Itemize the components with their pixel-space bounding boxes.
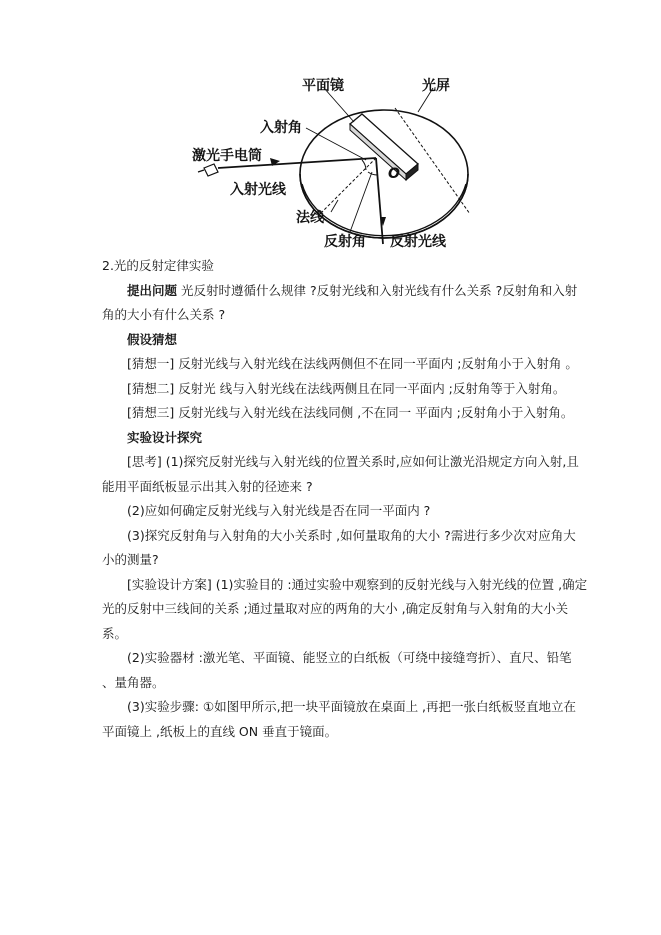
laser-pointer (198, 164, 218, 176)
label-incident-angle: 入射角 (260, 120, 302, 136)
label-normal: 法线 (296, 210, 324, 226)
think-1: [思考] (1)探究反射光线与入射光线的位置关系时,应如何让激光沿规定方向入射,且能用平面纸板显示出其入射的径迹来 ? (102, 454, 579, 494)
reflection-diagram (190, 74, 480, 254)
question-label: 提出问题 (127, 282, 178, 298)
question-paragraph (102, 279, 588, 328)
think-2: (2)应如何确定反射光线与入射光线是否在同一平面内 ? (127, 503, 431, 518)
label-reflected-ray: 反射光线 (390, 234, 446, 250)
section-title: 2.光的反射定律实验 (102, 258, 214, 273)
plan-2: (2)实验器材 :激光笔、平面镜、能竖立的白纸板（可绕中接缝弯折）、直尺、铅笔 、量角器。 (102, 650, 572, 690)
document-body (102, 254, 588, 744)
design-heading: 实验设计探究 (127, 429, 203, 445)
plan-3: (3)实验步骤: ①如图甲所示,把一块平面镜放在桌面上 ,再把一张白纸板竖直地立在平面镜上 ,纸板上的直线 ON 垂直于镜面。 (102, 699, 577, 739)
think-3: (3)探究反射角与入射角的大小关系时 ,如何量取角的大小 ?需进行多少次对应角大小的测量? (102, 527, 576, 567)
label-incident-ray: 入射光线 (230, 182, 286, 198)
reflection-apparatus-figure (190, 74, 480, 254)
plan-1: [实验设计方案] (1)实验目的 :通过实验中观察到的反射光线与入射光线的位置 ,确定光的反射中三线间的关系 ;通过量取对应的两角的大小 ,确定反射角与入射角的大小关系。 (102, 576, 588, 641)
label-reflect-angle: 反射角 (324, 234, 366, 250)
label-mirror: 平面镜 (302, 78, 344, 94)
hypothesis-heading: 假设猜想 (127, 331, 178, 347)
hypothesis-1: [猜想一] 反射光线与入射光线在法线两侧但不在同一平面内 ;反射角小于入射角 。 (127, 356, 578, 371)
label-screen: 光屏 (422, 78, 450, 94)
hypothesis-2: [猜想二] 反射光 线与入射光线在法线两侧且在同一平面内 ;反射角等于入射角。 (127, 380, 566, 396)
label-laser: 激光手电筒 (192, 148, 262, 164)
hypothesis-3: [猜想三] 反射光线与入射光线在法线同侧 ,不在同一 平面内 ;反射角小于入射角。 (127, 405, 574, 420)
label-origin: O (388, 166, 400, 182)
question-text: 光反射时遵循什么规律 ?反射光线和入射光线有什么关系 ?反射角和入射角的大小有什么关系 ? (102, 282, 578, 322)
